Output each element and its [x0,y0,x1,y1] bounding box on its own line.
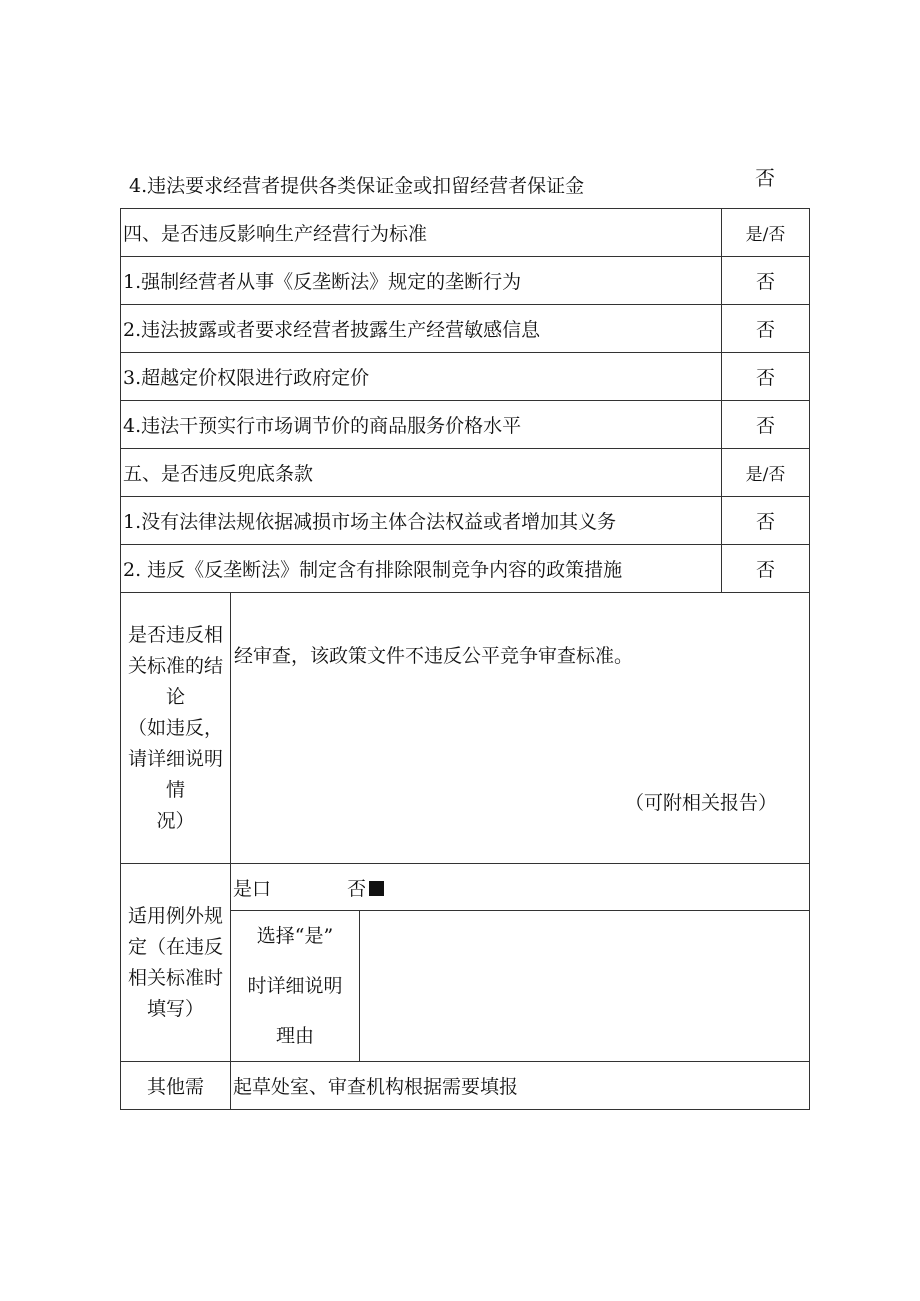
table-row [121,353,810,401]
conclusion-label [121,593,231,864]
section-header-text: 五、是否违反兜底条款 [121,449,722,497]
item-text: 1.没有法律法规依据减损市场主体合法权益或者增加其义务 [121,497,722,545]
item-answer: 否 [722,401,810,449]
review-table [120,208,810,1110]
pre-row-answer: 否 [755,166,775,190]
no-option[interactable] [347,874,384,901]
no-option-label: 否 [347,877,367,900]
item-text: 4.违法干预实行市场调节价的商品服务价格水平 [121,401,722,449]
conclusion-note: （可附相关报告） [625,792,778,814]
item-answer: 否 [722,257,810,305]
other-row [121,1062,810,1110]
yes-option[interactable]: 是口 [233,877,272,900]
label-line: 相关标准时 [127,966,223,989]
section-header-answer: 是/否 [722,209,810,257]
label-line: 定（在违反 [127,935,223,958]
label-line: 况） [156,809,195,832]
item-text: 3.超越定价权限进行政府定价 [121,353,722,401]
item-answer: 否 [722,497,810,545]
label-line: 选择“是” [256,925,334,947]
table-row [121,545,810,593]
exception-choice [231,864,810,911]
label-line: 理由 [275,1025,314,1047]
exception-choice-row [121,864,810,911]
table-row [121,401,810,449]
item-text: 2. 违反《反垄断法》制定含有排除限制竞争内容的政策措施 [121,545,722,593]
section-header-answer: 是/否 [722,449,810,497]
label-line: 适用例外规 [127,904,223,927]
exception-label [121,864,231,1062]
table-row [121,257,810,305]
item-text: 1.强制经营者从事《反垄断法》规定的垄断行为 [121,257,722,305]
other-label: 其他需 [121,1062,231,1110]
checked-box-icon [369,881,384,896]
label-line: 情 [165,778,185,801]
reason-label [231,911,360,1062]
conclusion-text: 经审查，该政策文件不违反公平竞争审查标准。 [234,645,634,667]
label-line: 填写） [146,997,204,1020]
pre-row-text: 4.违法要求经营者提供各类保证金或扣留经营者保证金 [129,175,585,197]
item-answer: 否 [722,545,810,593]
item-answer: 否 [722,353,810,401]
section-5-header [121,449,810,497]
pre-row [121,168,808,202]
section-header-text: 四、是否违反影响生产经营行为标准 [121,209,722,257]
table-row [121,497,810,545]
label-line: 论 [165,685,185,708]
label-line: 时详细说明 [247,975,343,997]
label-line: 是否违反相 [127,623,223,646]
other-text: 起草处室、审查机构根据需要填报 [231,1062,810,1110]
conclusion-row [121,593,810,864]
item-text: 2.违法披露或者要求经营者披露生产经营敏感信息 [121,305,722,353]
label-line: 关标准的结 [127,654,223,677]
label-line: 请详细说明 [127,747,223,770]
item-answer: 否 [722,305,810,353]
conclusion-content[interactable] [231,593,810,864]
table-row [121,305,810,353]
section-4-header [121,209,810,257]
label-line: （如违反， [127,716,223,739]
reason-field[interactable] [360,911,810,1062]
